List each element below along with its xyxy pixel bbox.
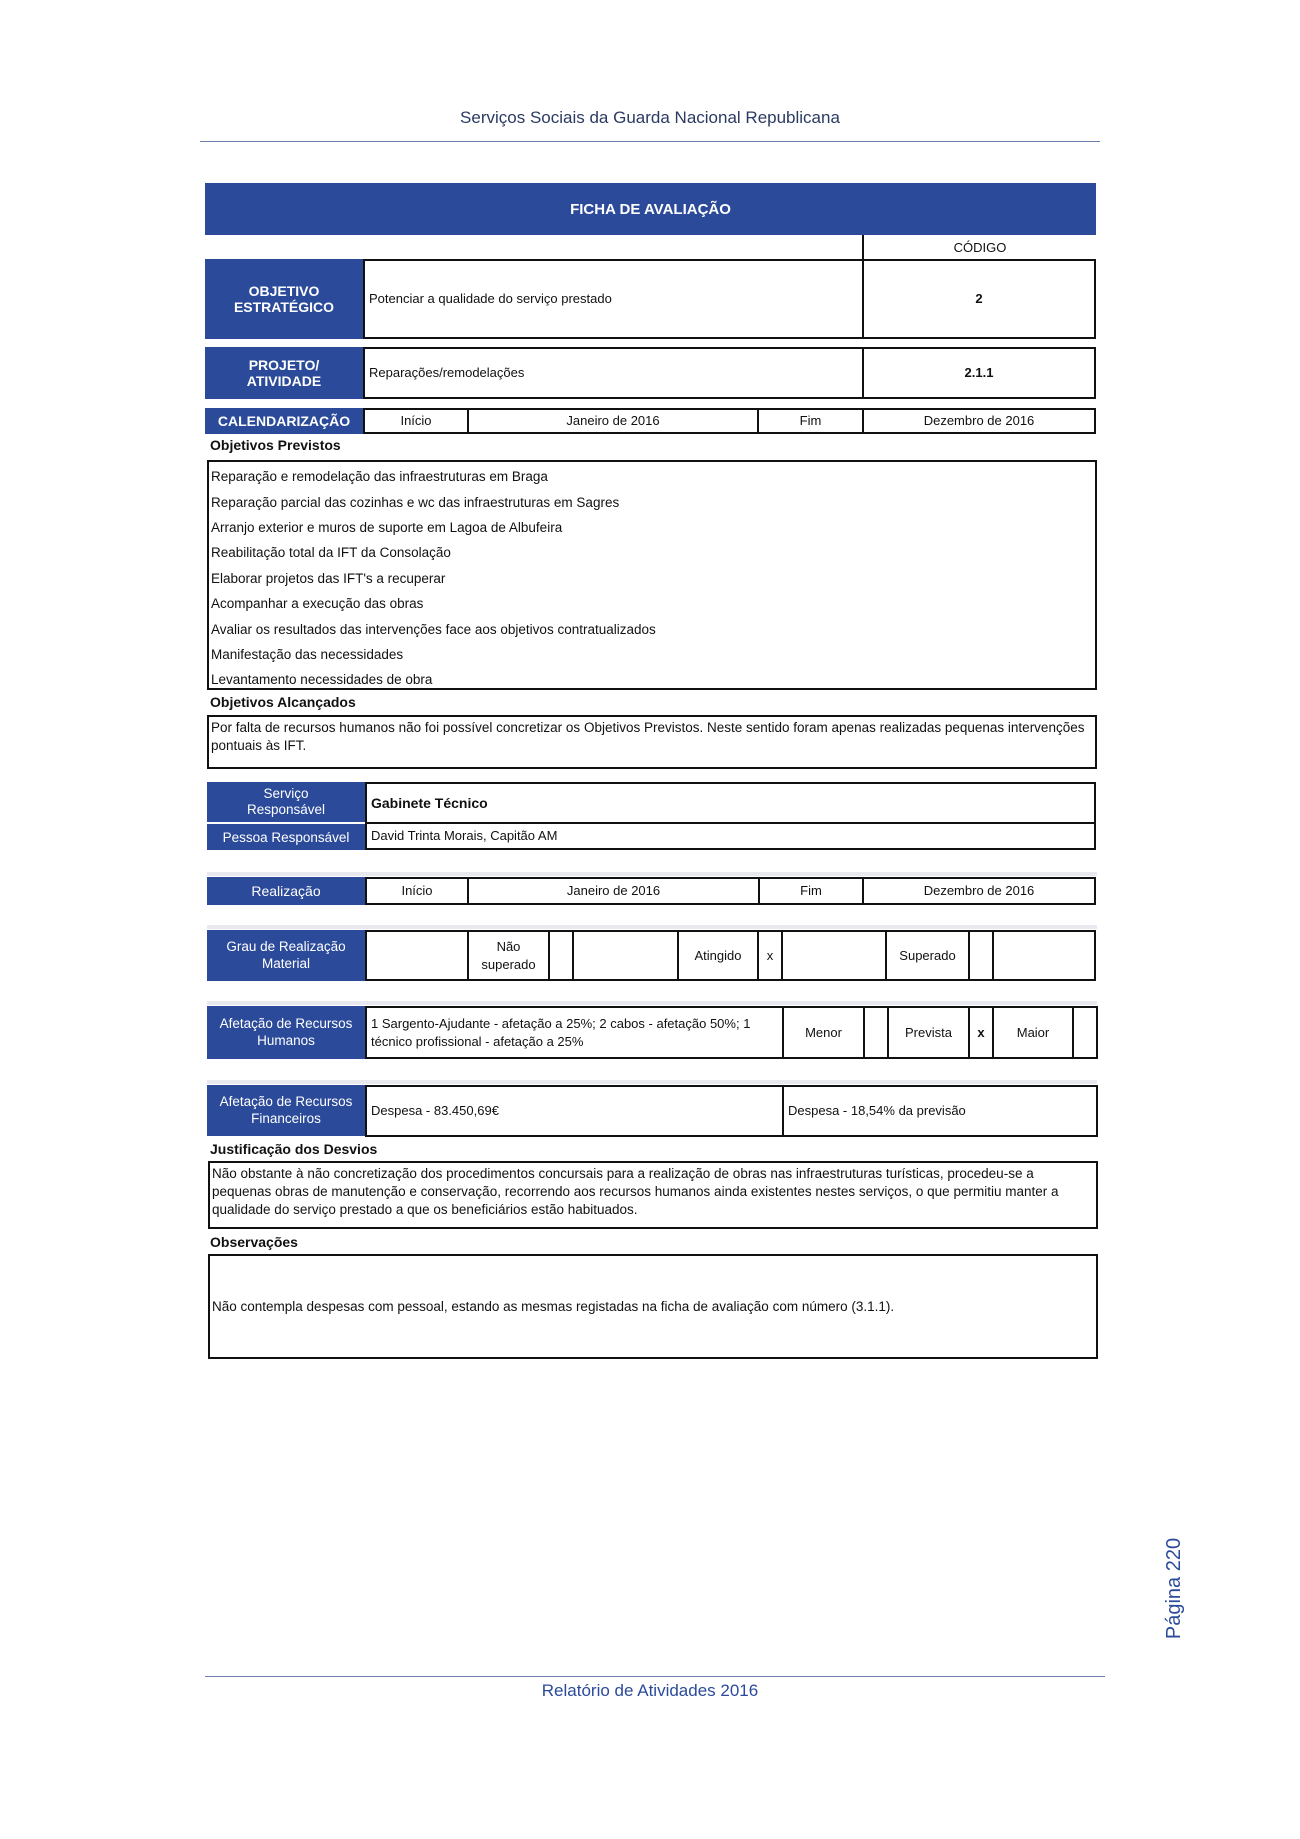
rh-maior-label: Maior — [992, 1006, 1074, 1059]
grau-nao-superado-label: Não superado — [467, 930, 550, 981]
observacoes-text: Não contempla despesas com pessoal, estando as mesmas registadas na ficha de avaliação com número (3.1.1). — [208, 1254, 1098, 1359]
grau-atingido-label: Atingido — [677, 930, 759, 981]
rh-label: Afetação de Recursos Humanos — [207, 1006, 365, 1059]
grau-superado-label: Superado — [885, 930, 970, 981]
realizacao-inicio-label: Início — [365, 877, 469, 905]
objetivos-alcancados-label: Objetivos Alcançados — [210, 694, 356, 710]
servico-value: Gabinete Técnico — [365, 782, 1096, 824]
list-item: Reabilitação total da IFT da Consolação — [211, 545, 451, 561]
objetivos-previstos-list — [207, 460, 1097, 690]
rh-value: 1 Sargento-Ajudante - afetação a 25%; 2 cabos - afetação 50%; 1 técnico profissional - afetação a 25% — [365, 1006, 784, 1059]
objetivos-alcancados-text: Por falta de recursos humanos não foi possível concretizar os Objetivos Previstos. Neste sentido foram apenas realizadas pequenas intervenções pontuais às IFT. — [207, 715, 1097, 769]
rh-top-band — [207, 1001, 1097, 1005]
objetivo-value: Potenciar a qualidade do serviço prestado — [363, 259, 864, 339]
list-item: Reparação e remodelação das infraestruturas em Braga — [211, 469, 548, 485]
grau-atingido-checkbox[interactable]: x — [757, 930, 783, 981]
page-header-title: Serviços Sociais da Guarda Nacional Republicana — [460, 108, 840, 127]
form-title: FICHA DE AVALIAÇÃO — [205, 183, 1096, 235]
projeto-code: 2.1.1 — [862, 347, 1096, 399]
realizacao-fim: Dezembro de 2016 — [862, 877, 1096, 905]
objetivos-previstos-label: Objetivos Previstos — [210, 437, 341, 453]
realizacao-top-band — [207, 872, 1097, 876]
rf-percent: Despesa - 18,54% da previsão — [782, 1085, 1098, 1137]
grau-blank-1 — [365, 930, 469, 981]
rf-despesa: Despesa - 83.450,69€ — [365, 1085, 784, 1137]
calendarizacao-label: CALENDARIZAÇÃO — [205, 408, 363, 434]
calendarizacao-inicio: Janeiro de 2016 — [467, 408, 759, 434]
pessoa-value: David Trinta Morais, Capitão AM — [365, 822, 1096, 850]
codigo-label: CÓDIGO — [862, 235, 1096, 259]
objetivo-label: OBJETIVO ESTRATÉGICO — [205, 259, 363, 339]
projeto-value: Reparações/remodelações — [363, 347, 864, 399]
objetivo-code: 2 — [862, 259, 1096, 339]
calendarizacao-fim-label: Fim — [757, 408, 864, 434]
footer-rule — [205, 1676, 1105, 1677]
rh-menor-label: Menor — [782, 1006, 865, 1059]
grau-blank-2 — [572, 930, 679, 981]
list-item: Reparação parcial das cozinhas e wc das infraestruturas em Sagres — [211, 494, 620, 510]
list-item: Arranjo exterior e muros de suporte em Lagoa de Albufeira — [211, 519, 563, 535]
page-number-label: Página 220 — [1163, 1537, 1186, 1639]
rh-prevista-checkbox[interactable]: x — [968, 1006, 994, 1059]
rf-label: Afetação de Recursos Financeiros — [207, 1085, 365, 1136]
page-number-label-wrap — [1155, 1533, 1195, 1643]
grau-superado-checkbox[interactable] — [968, 930, 994, 981]
rh-menor-checkbox[interactable] — [863, 1006, 889, 1059]
grau-nao-superado-checkbox[interactable] — [548, 930, 574, 981]
list-item: Manifestação das necessidades — [211, 646, 404, 662]
servico-label: Serviço Responsável — [207, 782, 365, 822]
footer-title: Relatório de Atividades 2016 — [541, 1681, 759, 1700]
observacoes-label: Observações — [210, 1234, 298, 1250]
realizacao-inicio: Janeiro de 2016 — [467, 877, 760, 905]
list-item: Acompanhar a execução das obras — [211, 596, 424, 612]
justificacao-text: Não obstante à não concretização dos procedimentos concursais para a realização de obras nas infraestruturas turísticas, procedeu-se a pequenas obras de manutenção e conservação, recorrendo aos recursos humanos ainda existentes nestes serviços, o que permitiu manter a qualidade do serviço prestado a que os beneficiários estão habituados. — [208, 1161, 1098, 1229]
justificacao-label: Justificação dos Desvios — [210, 1141, 378, 1157]
calendarizacao-fim: Dezembro de 2016 — [862, 408, 1096, 434]
list-item: Elaborar projetos das IFT's a recuperar — [211, 570, 446, 586]
header-rule — [200, 141, 1100, 142]
grau-blank-4 — [992, 930, 1096, 981]
pessoa-label: Pessoa Responsável — [207, 824, 365, 850]
rh-maior-checkbox[interactable] — [1072, 1006, 1098, 1059]
realizacao-fim-label: Fim — [758, 877, 864, 905]
grau-label: Grau de Realização Material — [207, 930, 365, 981]
rf-top-band — [207, 1080, 1097, 1084]
calendarizacao-inicio-label: Início — [363, 408, 469, 434]
list-item: Avaliar os resultados das intervenções face aos objetivos contratualizados — [211, 621, 656, 637]
grau-top-band — [207, 925, 1097, 929]
grau-blank-3 — [781, 930, 887, 981]
projeto-label: PROJETO/ ATIVIDADE — [205, 347, 363, 399]
rh-prevista-label: Prevista — [887, 1006, 970, 1059]
list-item: Levantamento necessidades de obra — [211, 672, 433, 688]
realizacao-label: Realização — [207, 877, 365, 905]
